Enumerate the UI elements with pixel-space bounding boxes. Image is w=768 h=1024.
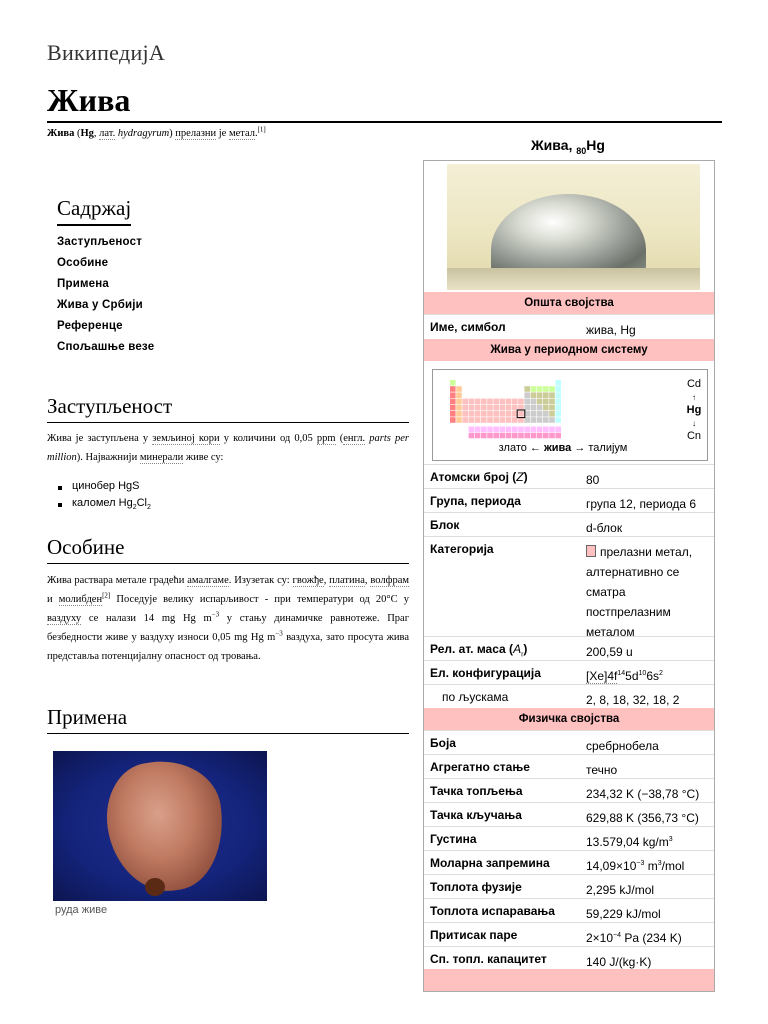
pt-cell (531, 386, 537, 392)
minerals-link[interactable]: минерали (139, 452, 184, 463)
arrow-up-icon: ↑ (692, 393, 696, 402)
text: Жива раствара метале градећи (47, 575, 188, 586)
pt-cell (481, 433, 487, 439)
atomic-number: 80 (576, 145, 587, 156)
row-value (586, 666, 710, 686)
pt-cell (531, 427, 537, 433)
earth-crust-link[interactable]: земљиној кори (152, 433, 220, 444)
pt-cell (549, 405, 555, 411)
text: Z (516, 470, 524, 484)
row-group-period (424, 488, 714, 513)
pt-cell (555, 380, 561, 386)
toc-title: Садржај (57, 196, 131, 226)
pt-cell (531, 433, 537, 439)
coin (145, 878, 165, 896)
pt-cell (531, 405, 537, 411)
row-name-symbol (424, 314, 714, 339)
periodic-table-mini[interactable] (432, 369, 708, 461)
pt-cell (531, 417, 537, 423)
pt-cell (450, 417, 456, 423)
iron-link[interactable]: гвожђе (292, 575, 324, 586)
pt-cell (549, 399, 555, 405)
pt-cell (469, 433, 475, 439)
pt-cell (493, 427, 499, 433)
row-value: 2, 8, 18, 32, 18, 2 (586, 693, 680, 707)
pt-cell (537, 392, 543, 398)
superscript: 10 (638, 670, 647, 677)
pt-cell (462, 399, 468, 405)
toc-item-occurrence[interactable]: Заступљеност (57, 236, 143, 248)
pt-cell (493, 405, 499, 411)
pt-cell (518, 427, 524, 433)
platinum-link[interactable]: платина (329, 575, 365, 586)
toc-item-serbia[interactable]: Жива у Србији (57, 299, 143, 311)
pt-cell (500, 433, 506, 439)
pt-cell (500, 405, 506, 411)
xenon-link[interactable]: [Xe]4f (586, 669, 618, 683)
text: 6s (646, 669, 659, 683)
row-key: Име, симбол (430, 320, 506, 334)
pt-cell (506, 399, 512, 405)
pt-cell (506, 405, 512, 411)
title-divider (47, 121, 722, 123)
pt-cell (481, 405, 487, 411)
row-state (424, 754, 714, 779)
heading-application: Примена (47, 705, 409, 734)
row-category (424, 536, 714, 637)
pt-cell (531, 411, 537, 417)
pt-cell (493, 417, 499, 423)
air-link[interactable]: ваздуху (47, 613, 82, 624)
row-key: Агрегатно стање (430, 760, 530, 774)
superscript: 3 (668, 836, 673, 843)
row-key: Топлота фузије (430, 880, 522, 894)
text: Поседује велику испарљивост - при температури од 20°C у (110, 594, 409, 605)
superscript: −3 (636, 860, 645, 867)
pt-cell (469, 405, 475, 411)
pt-cell (469, 411, 475, 417)
pt-cell (543, 399, 549, 405)
text: /mol (661, 859, 685, 873)
pt-cell (462, 411, 468, 417)
dish-rim (447, 268, 700, 290)
row-value: 234,32 K (−38,78 °C) (586, 787, 700, 801)
text: , (323, 575, 330, 586)
toc-item-application[interactable]: Примена (57, 278, 110, 290)
pt-cell (487, 427, 493, 433)
row-value: 629,88 K (356,73 °C) (586, 811, 699, 825)
pt-cell (450, 380, 456, 386)
mineral-formula: Cl (136, 497, 147, 509)
pt-cell (493, 433, 499, 439)
pt-cell (543, 411, 549, 417)
pt-cell (555, 411, 561, 417)
pt-cell (500, 427, 506, 433)
metal-link[interactable]: метал (228, 128, 255, 139)
pt-cell (537, 405, 543, 411)
pt-cell (543, 392, 549, 398)
toc-item-references[interactable]: Референце (57, 320, 123, 332)
pt-cell (555, 417, 561, 423)
transition-link[interactable]: прелазни (175, 128, 217, 139)
row-value: жива, Hg (586, 323, 636, 337)
text: 2×10 (586, 931, 614, 945)
row-key (430, 470, 528, 484)
superscript: 3 (657, 860, 662, 867)
pt-cell (518, 399, 524, 405)
element-symbol: Hg (586, 137, 605, 153)
pt-cell (481, 417, 487, 423)
pt-cell (475, 399, 481, 405)
row-block (424, 512, 714, 537)
pt-cell (543, 405, 549, 411)
row-key: Боја (430, 736, 456, 750)
text: 13.579,04 kg/m (586, 835, 669, 849)
pt-cell (506, 427, 512, 433)
toc-item-external-links[interactable]: Спољашње везе (57, 341, 155, 353)
pt-cell (475, 417, 481, 423)
pt-cell (456, 386, 462, 392)
pt-cell (543, 386, 549, 392)
text: A (513, 642, 522, 656)
pt-cell (450, 392, 456, 398)
row-molar-volume (424, 850, 714, 875)
pt-cell (537, 417, 543, 423)
text: у стању динамичке равнотеже. Праг безбедности живе у ваздуху износи 0,05 mg Hg m (47, 613, 409, 643)
element-infobox (423, 160, 715, 992)
pt-cell (487, 405, 493, 411)
superscript: 14 (617, 670, 626, 677)
pt-cell (531, 392, 537, 398)
pt-cell (524, 433, 530, 439)
arrow-down-icon: ↓ (692, 419, 696, 428)
intro-name: Жива (47, 128, 75, 139)
pt-cell (481, 427, 487, 433)
superscript: 2 (659, 670, 663, 677)
mineral-formula: HgS (118, 480, 140, 492)
pt-cell (469, 417, 475, 423)
pt-cell (481, 411, 487, 417)
text: m (644, 859, 658, 873)
row-density (424, 826, 714, 851)
copernicium-link[interactable]: Cn (686, 430, 702, 442)
text: ваздуха, зато просута жива представља потенцијалну опасност од тровања. (47, 632, 409, 662)
table-of-contents (57, 196, 387, 362)
row-vapor-pressure (424, 922, 714, 947)
pt-cell (537, 433, 543, 439)
text: и (47, 594, 59, 605)
row-key: Ел. конфигурација (430, 666, 541, 680)
gold-link[interactable]: злато ← (498, 442, 544, 454)
row-value: течно (586, 763, 618, 777)
superscript: −4 (613, 932, 622, 939)
thallium-link[interactable]: → талијум (571, 442, 628, 454)
row-heat-vaporization (424, 898, 714, 923)
mineral-formula: Hg (118, 497, 133, 509)
row-key: Топлота испаравања (430, 904, 555, 918)
pt-cell (531, 399, 537, 405)
pt-cell (537, 386, 543, 392)
text: . Изузетак су: (228, 575, 293, 586)
row-value (586, 856, 710, 876)
subscript: 2 (132, 504, 137, 512)
row-key: Категорија (430, 542, 494, 556)
pt-cell (456, 405, 462, 411)
mercury-drop (491, 194, 646, 274)
pt-cell (462, 405, 468, 411)
pt-cell (555, 405, 561, 411)
row-key: Тачка кључања (430, 808, 522, 822)
neighbors-vertical (679, 378, 709, 443)
row-key: Притисак паре (430, 928, 518, 942)
infobox-title (423, 137, 713, 156)
pt-cell (549, 433, 555, 439)
row-value: 140 J/(kg·K) (586, 955, 652, 969)
pt-cell (456, 411, 462, 417)
pt-cell (450, 411, 456, 417)
text: живе су: (183, 452, 224, 463)
mercury-label: жива (543, 442, 572, 454)
pt-cell (500, 417, 506, 423)
text: ) (523, 642, 528, 656)
row-key: Група, периода (430, 494, 521, 508)
superscript: −3 (275, 629, 283, 638)
amalgam-link[interactable]: амалгаме (187, 575, 229, 586)
pt-cell (537, 427, 543, 433)
row-heat-fusion (424, 874, 714, 899)
heading-occurrence: Заступљеност (47, 394, 409, 423)
section-physical: Физичка својства (424, 708, 714, 730)
list-item (58, 497, 151, 514)
row-key: Сп. топл. капацитет (430, 952, 547, 966)
heading-properties: Особине (47, 535, 409, 564)
pt-cell (475, 427, 481, 433)
intro-paragraph: Жива (Hg, лат. hydragyrum) прелазни је метал.[1] (47, 125, 266, 139)
pt-cell (512, 427, 518, 433)
section-general: Општа својства (424, 292, 714, 314)
pt-cell (450, 399, 456, 405)
row-value (586, 542, 710, 642)
wikipedia-wordmark[interactable]: ВикипедијА (47, 40, 166, 65)
pt-cell (506, 411, 512, 417)
toc-item-properties[interactable]: Особине (57, 257, 109, 269)
ppm-link[interactable]: ppm (316, 433, 336, 444)
row-atomic-number (424, 464, 714, 489)
pt-cell (450, 405, 456, 411)
text: 14,09×10 (586, 859, 637, 873)
pt-cell (469, 399, 475, 405)
section-end-bar (424, 969, 714, 991)
section-periodic: Жива у периодном систему (424, 339, 714, 361)
row-value: сребрнобела (586, 739, 659, 753)
pt-cell (524, 399, 530, 405)
pt-cell (543, 427, 549, 433)
superscript: −3 (211, 610, 220, 619)
row-key: Блок (430, 518, 460, 532)
pt-cell (537, 399, 543, 405)
pt-cell (512, 399, 518, 405)
mercury-photo[interactable] (447, 164, 700, 290)
periodic-table-grid (433, 370, 673, 440)
pt-cell (555, 399, 561, 405)
ref-2[interactable]: [2] (102, 591, 111, 600)
pt-cell (518, 433, 524, 439)
pt-cell (481, 399, 487, 405)
minerals-list (58, 480, 151, 514)
pt-cell (475, 411, 481, 417)
lat-link[interactable]: лат. (99, 128, 116, 139)
mercury-symbol: Hg (686, 404, 702, 416)
row-key: Густина (430, 832, 477, 846)
pt-cell (524, 427, 530, 433)
occurrence-paragraph (47, 429, 409, 467)
category-swatch (586, 545, 596, 557)
row-atomic-mass (424, 636, 714, 661)
intro-symbol: Hg (80, 128, 94, 139)
row-key (430, 642, 528, 659)
pt-cell (549, 386, 555, 392)
pt-cell (475, 433, 481, 439)
pt-cell (475, 405, 481, 411)
pt-cell (537, 411, 543, 417)
pt-cell (555, 427, 561, 433)
row-heat-capacity (424, 946, 714, 970)
mineral-name: цинобер (72, 480, 119, 492)
row-boiling-point (424, 802, 714, 827)
ppm-italic: parts per million (47, 433, 409, 463)
row-key: Моларна запремина (430, 856, 550, 870)
ore-caption: руда живе (55, 904, 108, 916)
pt-cell (518, 411, 524, 417)
row-shells (424, 684, 714, 709)
row-value: 200,59 u (586, 645, 633, 659)
category-text[interactable]: прелазни метал, алтернативно се сматра постпрелазним металом (586, 545, 693, 639)
ore-rock (100, 754, 232, 899)
text: Рел. ат. маса ( (430, 642, 514, 656)
pt-cell (512, 433, 518, 439)
pt-cell (487, 417, 493, 423)
cadmium-link[interactable]: Cd (686, 378, 702, 390)
mineral-name: каломел (72, 497, 119, 509)
pt-cell (493, 399, 499, 405)
text: , (364, 575, 371, 586)
pt-cell (555, 433, 561, 439)
pt-cell (549, 411, 555, 417)
pt-cell (506, 433, 512, 439)
text: ) (523, 470, 528, 484)
pt-cell (549, 417, 555, 423)
row-value: 80 (586, 473, 600, 487)
row-value: d-блок (586, 521, 623, 535)
neighbors-horizontal (433, 442, 693, 454)
pt-cell (500, 411, 506, 417)
pt-cell (524, 386, 530, 392)
pt-cell (549, 427, 555, 433)
row-key: Тачка топљења (430, 784, 523, 798)
pt-cell (487, 411, 493, 417)
pt-cell (543, 417, 549, 423)
pt-cell (543, 433, 549, 439)
list-item (58, 480, 151, 497)
pt-cell (493, 411, 499, 417)
page-title: Жива (47, 82, 131, 118)
row-color (424, 730, 714, 755)
subscript: r (521, 651, 524, 659)
molybdenum-link[interactable]: молибден (58, 594, 103, 605)
text: Жива је заступљена у (47, 433, 153, 444)
ref-1[interactable]: [1] (257, 125, 266, 134)
latin-word: hydragyrum (117, 128, 170, 139)
pt-cell (487, 399, 493, 405)
text: ( (335, 433, 344, 444)
row-value: група 12, периода 6 (586, 497, 697, 511)
text: Pa (234 K) (621, 931, 682, 945)
pt-cell (555, 392, 561, 398)
properties-paragraph (47, 571, 409, 666)
text: ). Најважнији (76, 452, 140, 463)
wolfram-link[interactable]: волфрам (370, 575, 410, 586)
row-melting-point (424, 778, 714, 803)
row-electron-config (424, 660, 714, 685)
row-key: по љускама (442, 690, 509, 704)
pt-cell (462, 417, 468, 423)
pt-cell (469, 427, 475, 433)
text: 5d (625, 669, 639, 683)
pt-cell (506, 417, 512, 423)
intro-je: је (218, 128, 227, 139)
row-value (586, 832, 710, 852)
text: се налази 14 mg Hg m (81, 613, 212, 624)
row-value: 59,229 kJ/mol (586, 907, 661, 921)
pt-cell (524, 392, 530, 398)
row-value (586, 928, 710, 948)
english-link[interactable]: енгл. (343, 433, 366, 444)
pt-cell (456, 392, 462, 398)
pt-cell (456, 399, 462, 405)
pt-cell (456, 417, 462, 423)
text: у количини од 0,05 (219, 433, 317, 444)
text: Атомски број ( (430, 470, 517, 484)
mercury-ore-image[interactable] (53, 751, 267, 901)
pt-cell (487, 433, 493, 439)
pt-cell (500, 399, 506, 405)
row-value: 2,295 kJ/mol (586, 883, 655, 897)
subscript: 2 (146, 504, 151, 512)
element-name: Жива, (531, 137, 577, 153)
pt-cell (555, 386, 561, 392)
pt-cell (450, 386, 456, 392)
pt-cell (549, 392, 555, 398)
